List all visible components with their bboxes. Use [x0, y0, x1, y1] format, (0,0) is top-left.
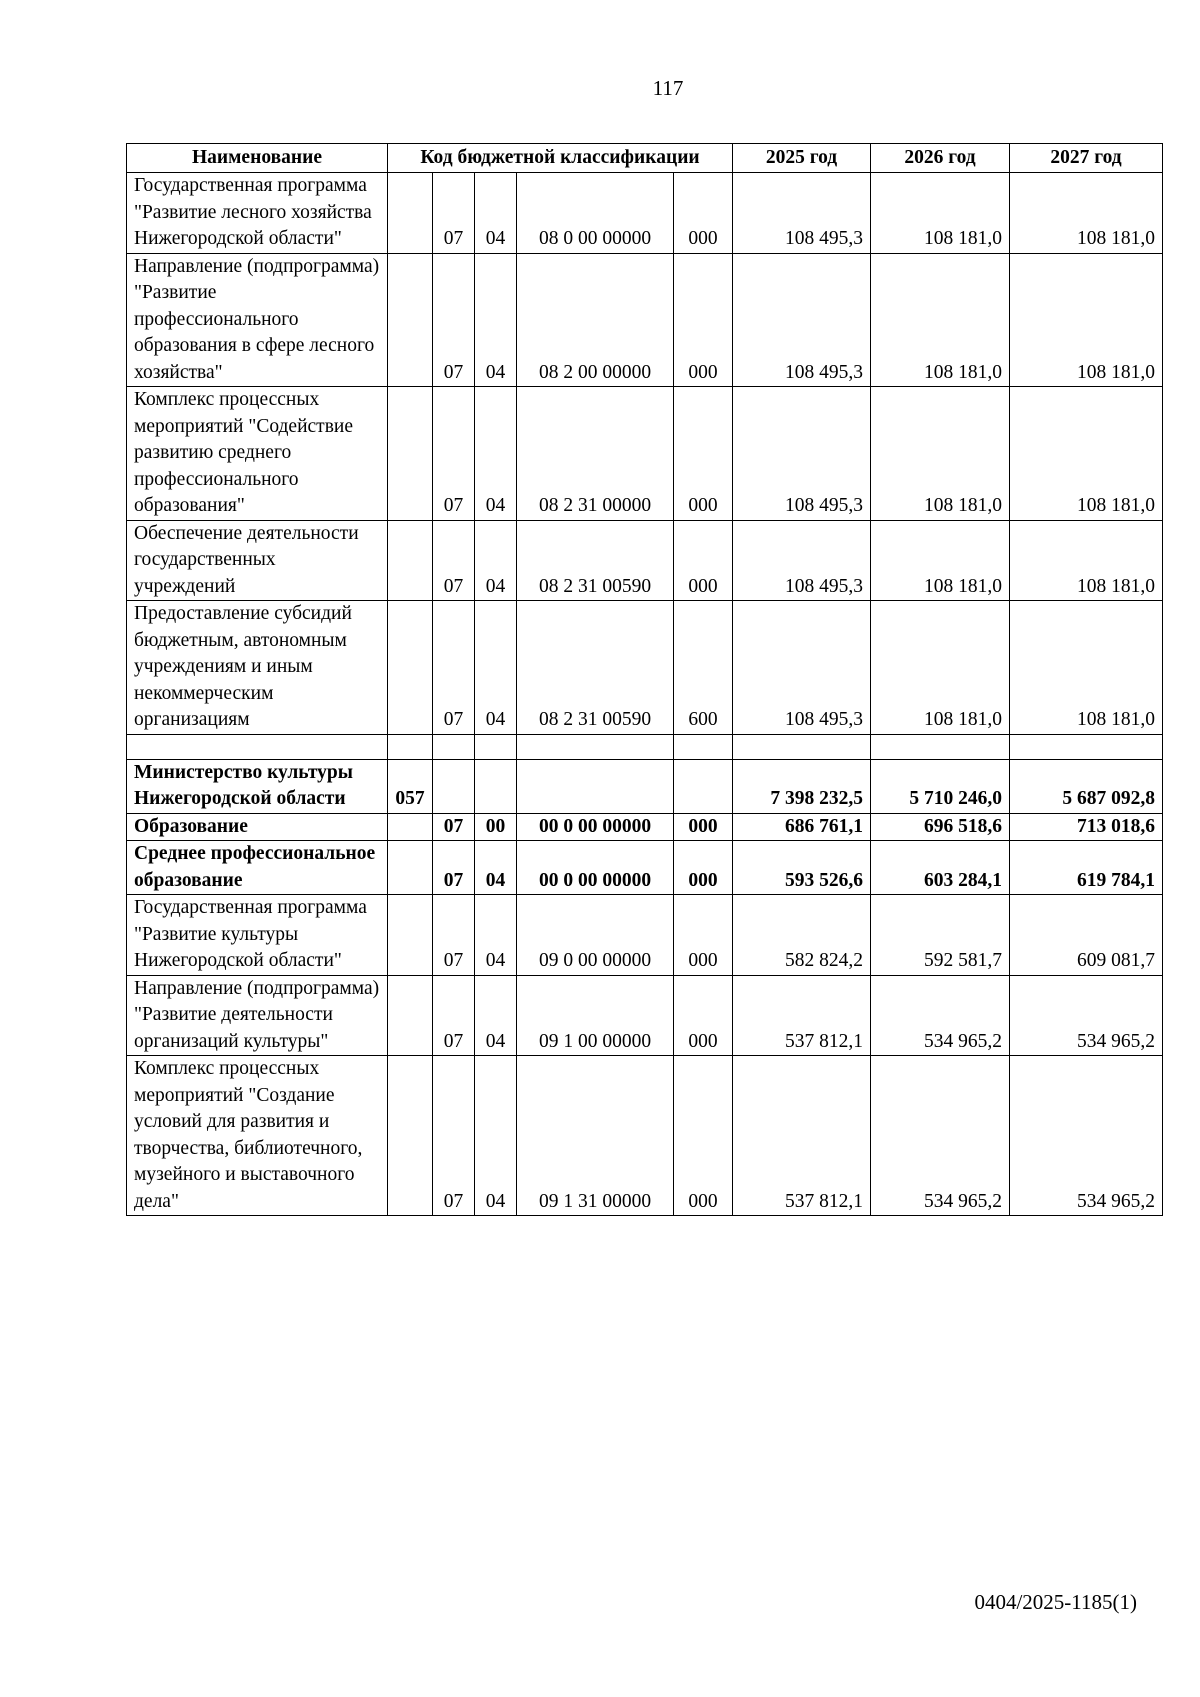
- expense-type-code: 000: [674, 1056, 733, 1216]
- subsection-code: 04: [475, 601, 517, 735]
- header-code: Код бюджетной классификации: [388, 144, 733, 173]
- expense-type-code: 000: [674, 895, 733, 976]
- expense-type-code: 600: [674, 601, 733, 735]
- empty-cell: [517, 734, 674, 759]
- target-code: 08 2 00 00000: [517, 253, 674, 387]
- amount-2027: 108 181,0: [1010, 520, 1163, 601]
- amount-2025: 108 495,3: [733, 253, 871, 387]
- table-row: [127, 601, 1163, 735]
- subsection-code: 00: [475, 813, 517, 841]
- header-2025: 2025 год: [733, 144, 871, 173]
- empty-cell: [388, 734, 433, 759]
- target-code: 00 0 00 00000: [517, 813, 674, 841]
- ministry-code: 057: [388, 759, 433, 813]
- row-name: Государственная программа "Развитие лесного хозяйства Нижегородской области": [127, 173, 388, 254]
- table-body: [127, 173, 1163, 1216]
- amount-2027: 534 965,2: [1010, 975, 1163, 1056]
- section-code: 07: [433, 253, 475, 387]
- amount-2025: 593 526,6: [733, 841, 871, 895]
- ministry-code: [388, 841, 433, 895]
- ministry-code: [388, 520, 433, 601]
- empty-cell: [1010, 734, 1163, 759]
- document-number: 0404/2025-1185(1): [974, 1590, 1137, 1614]
- section-code: 07: [433, 975, 475, 1056]
- target-code: 08 2 31 00590: [517, 520, 674, 601]
- subsection-code: [475, 759, 517, 813]
- subsection-code: 04: [475, 173, 517, 254]
- row-name: Комплекс процессных мероприятий "Создание условий для развития и творчества, библиотечного, музейного и выставочного дела": [127, 1056, 388, 1216]
- section-code: 07: [433, 813, 475, 841]
- subsection-code: 04: [475, 841, 517, 895]
- table-header-row: [127, 144, 1163, 173]
- table-row: [127, 1056, 1163, 1216]
- amount-2026: 696 518,6: [871, 813, 1010, 841]
- expense-type-code: 000: [674, 975, 733, 1056]
- row-name: Комплекс процессных мероприятий "Содействие развитию среднего профессионального образования": [127, 387, 388, 521]
- subsection-code: 04: [475, 520, 517, 601]
- header-2027: 2027 год: [1010, 144, 1163, 173]
- empty-cell: [871, 734, 1010, 759]
- table-row: [127, 759, 1163, 813]
- amount-2026: 534 965,2: [871, 975, 1010, 1056]
- amount-2025: 7 398 232,5: [733, 759, 871, 813]
- table-row: [127, 895, 1163, 976]
- spacer-row: [127, 734, 1163, 759]
- table-row: [127, 813, 1163, 841]
- row-name: Министерство культуры Нижегородской области: [127, 759, 388, 813]
- section-code: [433, 759, 475, 813]
- target-code: 08 2 31 00590: [517, 601, 674, 735]
- subsection-code: 04: [475, 387, 517, 521]
- page-number: 117: [652, 76, 684, 100]
- target-code: 09 1 00 00000: [517, 975, 674, 1056]
- subsection-code: 04: [475, 1056, 517, 1216]
- table-row: [127, 173, 1163, 254]
- empty-cell: [674, 734, 733, 759]
- amount-2025: 582 824,2: [733, 895, 871, 976]
- amount-2025: 108 495,3: [733, 387, 871, 521]
- amount-2025: 108 495,3: [733, 601, 871, 735]
- amount-2026: 108 181,0: [871, 387, 1010, 521]
- section-code: 07: [433, 387, 475, 521]
- row-name: Государственная программа "Развитие культуры Нижегородской области": [127, 895, 388, 976]
- empty-cell: [127, 734, 388, 759]
- ministry-code: [388, 601, 433, 735]
- target-code: 09 1 31 00000: [517, 1056, 674, 1216]
- header-2026: 2026 год: [871, 144, 1010, 173]
- subsection-code: 04: [475, 895, 517, 976]
- row-name: Направление (подпрограмма) "Развитие профессионального образования в сфере лесного хозяйства": [127, 253, 388, 387]
- section-code: 07: [433, 841, 475, 895]
- amount-2027: 534 965,2: [1010, 1056, 1163, 1216]
- section-code: 07: [433, 895, 475, 976]
- ministry-code: [388, 1056, 433, 1216]
- section-code: 07: [433, 601, 475, 735]
- row-name: Обеспечение деятельности государственных учреждений: [127, 520, 388, 601]
- amount-2027: 108 181,0: [1010, 173, 1163, 254]
- target-code: [517, 759, 674, 813]
- section-code: 07: [433, 173, 475, 254]
- ministry-code: [388, 253, 433, 387]
- target-code: 08 0 00 00000: [517, 173, 674, 254]
- amount-2027: 108 181,0: [1010, 253, 1163, 387]
- table-row: [127, 253, 1163, 387]
- amount-2026: 603 284,1: [871, 841, 1010, 895]
- ministry-code: [388, 173, 433, 254]
- expense-type-code: 000: [674, 813, 733, 841]
- amount-2025: 686 761,1: [733, 813, 871, 841]
- table-row: [127, 387, 1163, 521]
- subsection-code: 04: [475, 253, 517, 387]
- amount-2025: 108 495,3: [733, 173, 871, 254]
- expense-type-code: 000: [674, 387, 733, 521]
- header-name: Наименование: [127, 144, 388, 173]
- expense-type-code: [674, 759, 733, 813]
- empty-cell: [475, 734, 517, 759]
- amount-2026: 592 581,7: [871, 895, 1010, 976]
- amount-2025: 537 812,1: [733, 975, 871, 1056]
- amount-2027: 609 081,7: [1010, 895, 1163, 976]
- target-code: 08 2 31 00000: [517, 387, 674, 521]
- amount-2025: 537 812,1: [733, 1056, 871, 1216]
- table-row: [127, 841, 1163, 895]
- amount-2026: 108 181,0: [871, 520, 1010, 601]
- ministry-code: [388, 387, 433, 521]
- ministry-code: [388, 975, 433, 1056]
- budget-table: [126, 143, 1163, 1216]
- amount-2026: 108 181,0: [871, 253, 1010, 387]
- amount-2026: 534 965,2: [871, 1056, 1010, 1216]
- amount-2027: 713 018,6: [1010, 813, 1163, 841]
- section-code: 07: [433, 520, 475, 601]
- ministry-code: [388, 813, 433, 841]
- amount-2026: 108 181,0: [871, 173, 1010, 254]
- row-name: Образование: [127, 813, 388, 841]
- section-code: 07: [433, 1056, 475, 1216]
- target-code: 00 0 00 00000: [517, 841, 674, 895]
- amount-2027: 5 687 092,8: [1010, 759, 1163, 813]
- empty-cell: [433, 734, 475, 759]
- row-name: Предоставление субсидий бюджетным, автономным учреждениям и иным некоммерческим организациям: [127, 601, 388, 735]
- expense-type-code: 000: [674, 520, 733, 601]
- ministry-code: [388, 895, 433, 976]
- expense-type-code: 000: [674, 253, 733, 387]
- expense-type-code: 000: [674, 173, 733, 254]
- amount-2027: 108 181,0: [1010, 601, 1163, 735]
- empty-cell: [733, 734, 871, 759]
- expense-type-code: 000: [674, 841, 733, 895]
- amount-2027: 619 784,1: [1010, 841, 1163, 895]
- amount-2026: 5 710 246,0: [871, 759, 1010, 813]
- amount-2025: 108 495,3: [733, 520, 871, 601]
- subsection-code: 04: [475, 975, 517, 1056]
- amount-2026: 108 181,0: [871, 601, 1010, 735]
- table-row: [127, 520, 1163, 601]
- target-code: 09 0 00 00000: [517, 895, 674, 976]
- table-row: [127, 975, 1163, 1056]
- amount-2027: 108 181,0: [1010, 387, 1163, 521]
- row-name: Направление (подпрограмма) "Развитие деятельности организаций культуры": [127, 975, 388, 1056]
- row-name: Среднее профессиональное образование: [127, 841, 388, 895]
